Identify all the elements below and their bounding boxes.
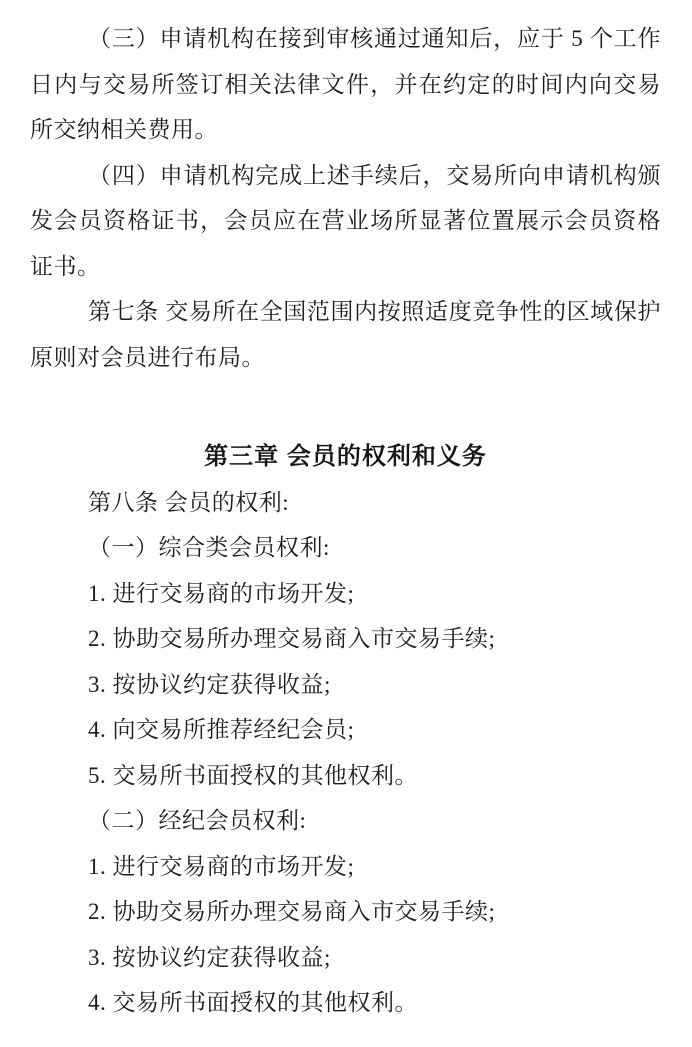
- para-application-step-3: （三）申请机构在接到审核通过通知后，应于 5 个工作日内与交易所签订相关法律文件，并在约定的时间内向交易所交纳相关费用。: [30, 26, 661, 142]
- list-comprehensive-right-1: 1. 进行交易商的市场开发;: [88, 580, 355, 606]
- list-broker-right-4: 4. 交易所书面授权的其他权利。: [88, 990, 418, 1015]
- list-comprehensive-right-2: 2. 协助交易所办理交易商入市交易手续;: [88, 626, 496, 651]
- list-comprehensive-right-5: 5. 交易所书面授权的其他权利。: [88, 762, 418, 788]
- para-article-8: 第八条 会员的权利:: [88, 489, 290, 515]
- chapter-3-heading: 第三章 会员的权利和义务: [204, 443, 487, 470]
- list-broker-right-2: 2. 协助交易所办理交易商入市交易手续;: [88, 899, 496, 924]
- list-comprehensive-right-4: 4. 向交易所推荐经纪会员;: [88, 717, 355, 742]
- para-comprehensive-member-rights-label: （一）综合类会员权利:: [88, 535, 330, 560]
- para-application-step-4: （四）申请机构完成上述手续后，交易所向申请机构颁发会员资格证书，会员应在营业场所显著位置展示会员资格证书。: [30, 162, 661, 279]
- para-article-7: 第七条 交易所在全国范围内按照适度竞争性的区域保护原则对会员进行布局。: [30, 299, 661, 370]
- list-comprehensive-right-3: 3. 按协议约定获得收益;: [88, 671, 331, 697]
- para-broker-member-rights-label: （二）经纪会员权利:: [88, 808, 307, 833]
- list-broker-right-3: 3. 按协议约定获得收益;: [88, 944, 331, 970]
- list-broker-right-1: 1. 进行交易商的市场开发;: [88, 853, 355, 879]
